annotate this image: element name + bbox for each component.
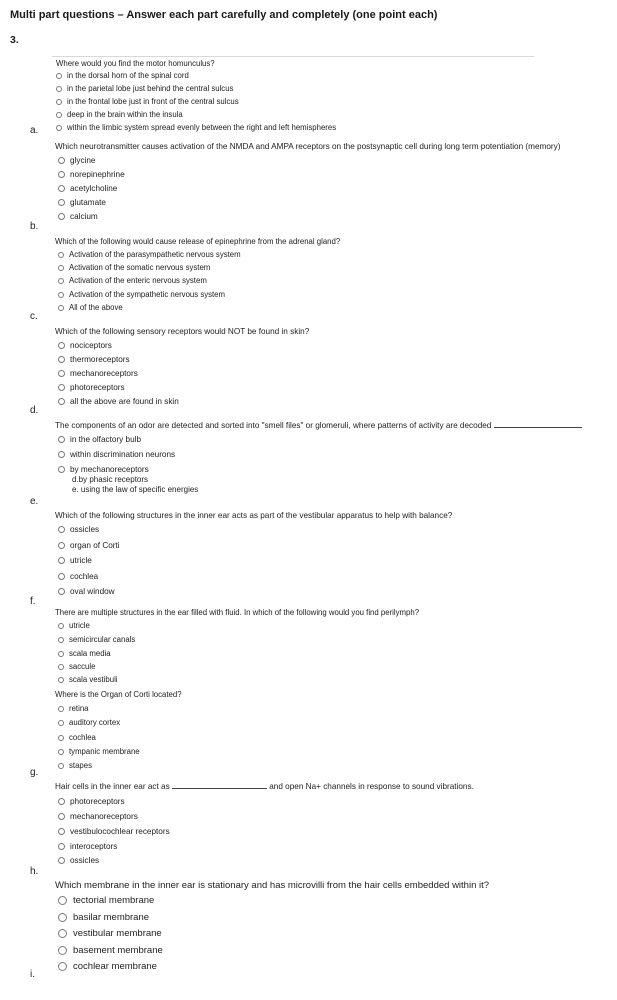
radio-button[interactable] <box>58 370 65 377</box>
option[interactable]: in the dorsal horn of the spinal cord <box>56 71 189 80</box>
radio-button[interactable] <box>58 763 64 769</box>
radio-button[interactable] <box>58 292 64 298</box>
option[interactable]: auditory cortex <box>58 718 120 727</box>
radio-button[interactable] <box>58 199 65 206</box>
radio-button[interactable] <box>58 185 65 192</box>
option[interactable]: thermoreceptors <box>58 355 130 364</box>
part-letter: h. <box>30 866 39 877</box>
radio-button[interactable] <box>58 913 67 922</box>
option[interactable]: ossicles <box>58 856 99 865</box>
radio-button[interactable] <box>58 398 65 405</box>
divider <box>52 56 534 57</box>
radio-button[interactable] <box>58 623 64 629</box>
radio-button[interactable] <box>56 125 62 131</box>
question-text: Where would you find the motor homunculus? <box>56 59 215 68</box>
option[interactable]: Activation of the enteric nervous system <box>58 276 207 285</box>
radio-button[interactable] <box>58 573 65 580</box>
option[interactable]: glycine <box>58 156 96 165</box>
radio-button[interactable] <box>58 542 65 549</box>
option[interactable]: ossicles <box>58 525 99 534</box>
radio-button[interactable] <box>56 112 62 118</box>
radio-button[interactable] <box>58 720 64 726</box>
option[interactable]: glutamate <box>58 198 106 207</box>
radio-button[interactable] <box>58 436 65 443</box>
radio-button[interactable] <box>58 305 64 311</box>
page-header: Multi part questions – Answer each part carefully and completely (one point each) <box>10 9 438 21</box>
radio-button[interactable] <box>58 706 64 712</box>
option-text: d.by phasic receptors <box>72 475 149 484</box>
radio-button[interactable] <box>58 828 65 835</box>
radio-button[interactable] <box>58 664 64 670</box>
option[interactable]: utricle <box>58 556 92 565</box>
option[interactable]: nociceptors <box>58 341 112 350</box>
radio-button[interactable] <box>58 157 65 164</box>
part-letter: b. <box>30 221 39 232</box>
option[interactable]: within the limbic system spread evenly between the right and left hemispheres <box>56 123 336 132</box>
option[interactable]: interoceptors <box>58 842 117 851</box>
question-text: Hair cells in the inner ear act as and open Na+ channels in response to sound vibrations. <box>55 782 474 791</box>
radio-button[interactable] <box>58 557 65 564</box>
radio-button[interactable] <box>56 86 62 92</box>
radio-button[interactable] <box>58 749 64 755</box>
radio-button[interactable] <box>56 99 62 105</box>
question-text: There are multiple structures in the ear filled with fluid. In which of the following would you find perilymph? <box>55 608 420 617</box>
radio-button[interactable] <box>58 843 65 850</box>
radio-button[interactable] <box>58 342 65 349</box>
option[interactable]: by mechanoreceptors <box>58 465 149 474</box>
option[interactable]: semicircular canals <box>58 635 135 644</box>
option[interactable]: deep in the brain within the insula <box>56 110 183 119</box>
radio-button[interactable] <box>58 857 65 864</box>
part-letter: f. <box>30 596 36 607</box>
option[interactable]: tympanic membrane <box>58 747 140 756</box>
question-text: Where is the Organ of Corti located? <box>55 690 182 699</box>
radio-button[interactable] <box>58 813 65 820</box>
part-letter: i. <box>30 969 35 980</box>
radio-button[interactable] <box>58 356 65 363</box>
radio-button[interactable] <box>58 651 64 657</box>
radio-button[interactable] <box>58 677 64 683</box>
question-text: Which membrane in the inner ear is stationary and has microvilli from the hair cells embedded within it? <box>55 880 490 891</box>
part-letter: c. <box>30 311 38 322</box>
question-text: The components of an odor are detected and sorted into "smell files" or glomeruli, where patterns of activity are decoded <box>55 421 582 430</box>
option[interactable]: photoreceptors <box>58 383 125 392</box>
option[interactable]: utricle <box>58 621 90 630</box>
radio-button[interactable] <box>58 798 65 805</box>
option[interactable]: organ of Corti <box>58 541 120 550</box>
question-number: 3. <box>10 34 19 46</box>
part-letter: a. <box>30 125 39 136</box>
option[interactable]: within discrimination neurons <box>58 450 175 459</box>
question-text: Which neurotransmitter causes activation of the NMDA and AMPA receptors on the postsynaptic cell during long term potentiation (memory) <box>55 142 561 151</box>
option[interactable]: tectorial membrane <box>58 895 154 906</box>
part-letter: e. <box>30 496 39 507</box>
option[interactable]: basement membrane <box>58 945 163 956</box>
option[interactable]: calcium <box>58 212 98 221</box>
option[interactable]: cochlear membrane <box>58 961 157 972</box>
radio-button[interactable] <box>58 451 65 458</box>
option[interactable]: basilar membrane <box>58 912 149 923</box>
option-text: e. using the law of specific energies <box>72 485 199 494</box>
radio-button[interactable] <box>58 171 65 178</box>
radio-button[interactable] <box>58 278 64 284</box>
option[interactable]: photoreceptors <box>58 797 125 806</box>
question-text: Which of the following structures in the inner ear acts as part of the vestibular apparatus to help with balance? <box>55 511 453 520</box>
option[interactable]: retina <box>58 704 89 713</box>
option[interactable]: all the above are found in skin <box>58 397 179 406</box>
option[interactable]: saccule <box>58 662 95 671</box>
radio-button[interactable] <box>56 73 62 79</box>
part-letter: g. <box>30 767 39 778</box>
option[interactable]: Activation of the somatic nervous system <box>58 263 210 272</box>
option[interactable]: scala media <box>58 649 111 658</box>
radio-button[interactable] <box>58 252 64 258</box>
option[interactable]: vestibulocochlear receptors <box>58 827 170 836</box>
radio-button[interactable] <box>58 265 64 271</box>
option[interactable]: stapes <box>58 761 92 770</box>
question-text: Which of the following sensory receptors would NOT be found in skin? <box>55 327 310 336</box>
question-text: Which of the following would cause release of epinephrine from the adrenal gland? <box>55 237 341 246</box>
option[interactable]: in the frontal lobe just in front of the central sulcus <box>56 97 239 106</box>
radio-button[interactable] <box>58 962 67 971</box>
option[interactable]: cochlea <box>58 572 98 581</box>
radio-button[interactable] <box>58 637 64 643</box>
radio-button[interactable] <box>58 384 65 391</box>
option[interactable]: scala vestibuli <box>58 675 118 684</box>
option[interactable]: mechanoreceptors <box>58 812 138 821</box>
option[interactable]: norepinephrine <box>58 170 125 179</box>
option[interactable]: mechanoreceptors <box>58 369 138 378</box>
radio-button[interactable] <box>58 466 65 473</box>
radio-button[interactable] <box>58 896 67 905</box>
radio-button[interactable] <box>58 213 65 220</box>
option[interactable]: cochlea <box>58 733 96 742</box>
option[interactable]: in the olfactory bulb <box>58 435 141 444</box>
answer-blank[interactable] <box>172 788 267 789</box>
radio-button[interactable] <box>58 588 65 595</box>
radio-button[interactable] <box>58 946 67 955</box>
option[interactable]: oval window <box>58 587 115 596</box>
option[interactable]: in the parietal lobe just behind the central sulcus <box>56 84 233 93</box>
answer-blank[interactable] <box>494 427 582 428</box>
radio-button[interactable] <box>58 929 67 938</box>
option[interactable]: All of the above <box>58 303 123 312</box>
part-letter: d. <box>30 405 39 416</box>
option[interactable]: Activation of the sympathetic nervous system <box>58 290 225 299</box>
option[interactable]: Activation of the parasympathetic nervous system <box>58 250 241 259</box>
radio-button[interactable] <box>58 735 64 741</box>
option[interactable]: acetylcholine <box>58 184 117 193</box>
radio-button[interactable] <box>58 526 65 533</box>
option[interactable]: vestibular membrane <box>58 928 162 939</box>
